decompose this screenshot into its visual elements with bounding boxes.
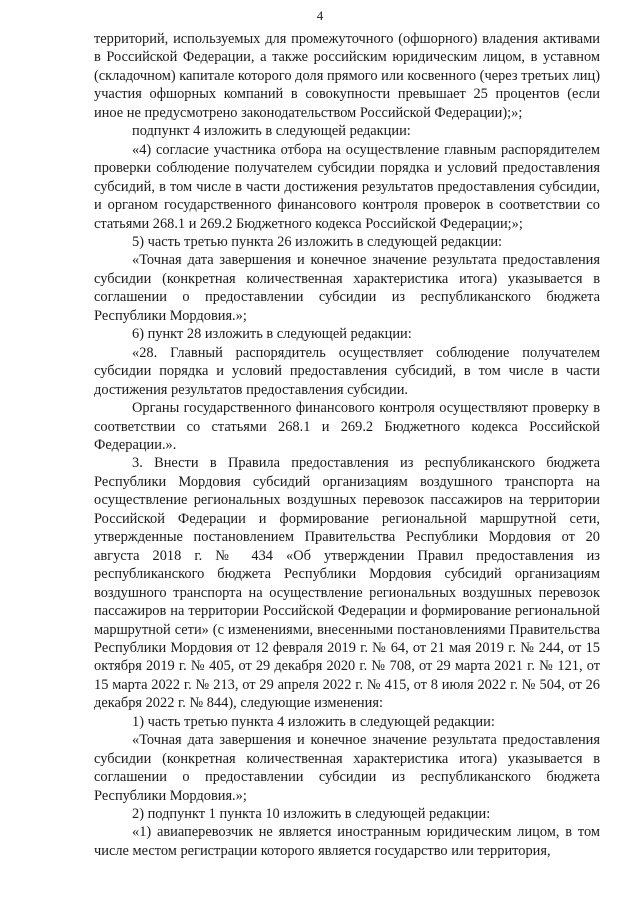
- paragraph-subpoint-4-text: «4) согласие участника отбора на осуществление главным распорядителем проверки соблюдение получателем субсидии порядка и условий предоставления субсидий, в том числе в части достижения результатов предоставления субсидии, и органом государственного финансового контроля проверок в соответствии со статьями 268.1 и 269.2 Бюджетного кодекса Российской Федерации;»;: [94, 141, 600, 232]
- paragraph-item-28-text: «28. Главный распорядитель осуществляет соблюдение получателем субсидии порядка и условий предоставления субсидий, в том числе в части достижения результатов предоставления субсидии.: [94, 344, 600, 398]
- paragraph-item-2-intro: 2) подпункт 1 пункта 10 изложить в следующей редакции:: [132, 806, 491, 823]
- paragraph-subpoint-4-intro: подпункт 4 изложить в следующей редакции:: [132, 123, 411, 140]
- paragraph-section-3: 3. Внести в Правила предоставления из республиканского бюджета Республики Мордовия субсидий организациям воздушного транспорта на осуществление региональных воздушных перевозок пассажиров на территории Российской Федерации и формирование региональной маршрутной сети, утвержденные постановлением Правительства Республики Мордовия от 20 августа 2018 г. № 434 «Об утверждении Правил предоставления из республиканского бюджета Республики Мордовия субсидий организациям воздушного транспорта на осуществление региональных воздушных перевозок пассажиров на территории Российской Федерации и формирование региональной маршрутной сети» (с изменениями, внесенными постановлениями Правительства Республики Мордовия от 12 февраля 2019 г. № 64, от 21 мая 2019 г. № 244, от 15 октября 2019 г. № 405, от 29 декабря 2020 г. № 708, от 29 марта 2021 г. № 121, от 15 марта 2022 г. № 213, от 29 апреля 2022 г. № 415, от 8 июля 2022 г. № 504, от 26 декабря 2022 г. № 844), следующие изменения:: [94, 455, 600, 712]
- paragraph-item-5-intro: 5) часть третью пункта 26 изложить в следующей редакции:: [132, 233, 503, 250]
- page-number: 4: [316, 8, 324, 23]
- paragraph-control-bodies: Органы государственного финансового контроля осуществляют проверку в соответствии со статьями 268.1 и 269.2 Бюджетного кодекса Российской Федерации.».: [94, 400, 600, 453]
- paragraph-item-1-text: «Точная дата завершения и конечное значение результата предоставления субсидии (конкретная количественная характеристика итога) указывается в соглашении о предоставлении субсидии из республиканского бюджета Республики Мордовия.»;: [94, 732, 600, 804]
- document-body: [94, 30, 600, 860]
- paragraph-continuation: территорий, используемых для промежуточного (офшорного) владения активами в Российской Федерации, а также российским юридическим лицом, в уставном (складочном) капитале которого доля прямого или косвенного (через третьих лиц) участия офшорных компаний в совокупности превышает 25 процентов (если иное не предусмотрено законодательством Российской Федерации);»;: [94, 31, 600, 121]
- paragraph-item-6-intro: 6) пункт 28 изложить в следующей редакции:: [132, 326, 412, 343]
- paragraph-item-2-text: «1) авиаперевозчик не является иностранным юридическим лицом, в том числе местом регистрации которого является государство или территория,: [94, 824, 600, 859]
- paragraph-item-1-intro: 1) часть третью пункта 4 изложить в следующей редакции:: [132, 713, 495, 730]
- paragraph-item-5-text: «Точная дата завершения и конечное значение результата предоставления субсидии (конкретная количественная характеристика итога) указывается в соглашении о предоставлении субсидии из республиканского бюджета Республики Мордовия.»;: [94, 252, 600, 324]
